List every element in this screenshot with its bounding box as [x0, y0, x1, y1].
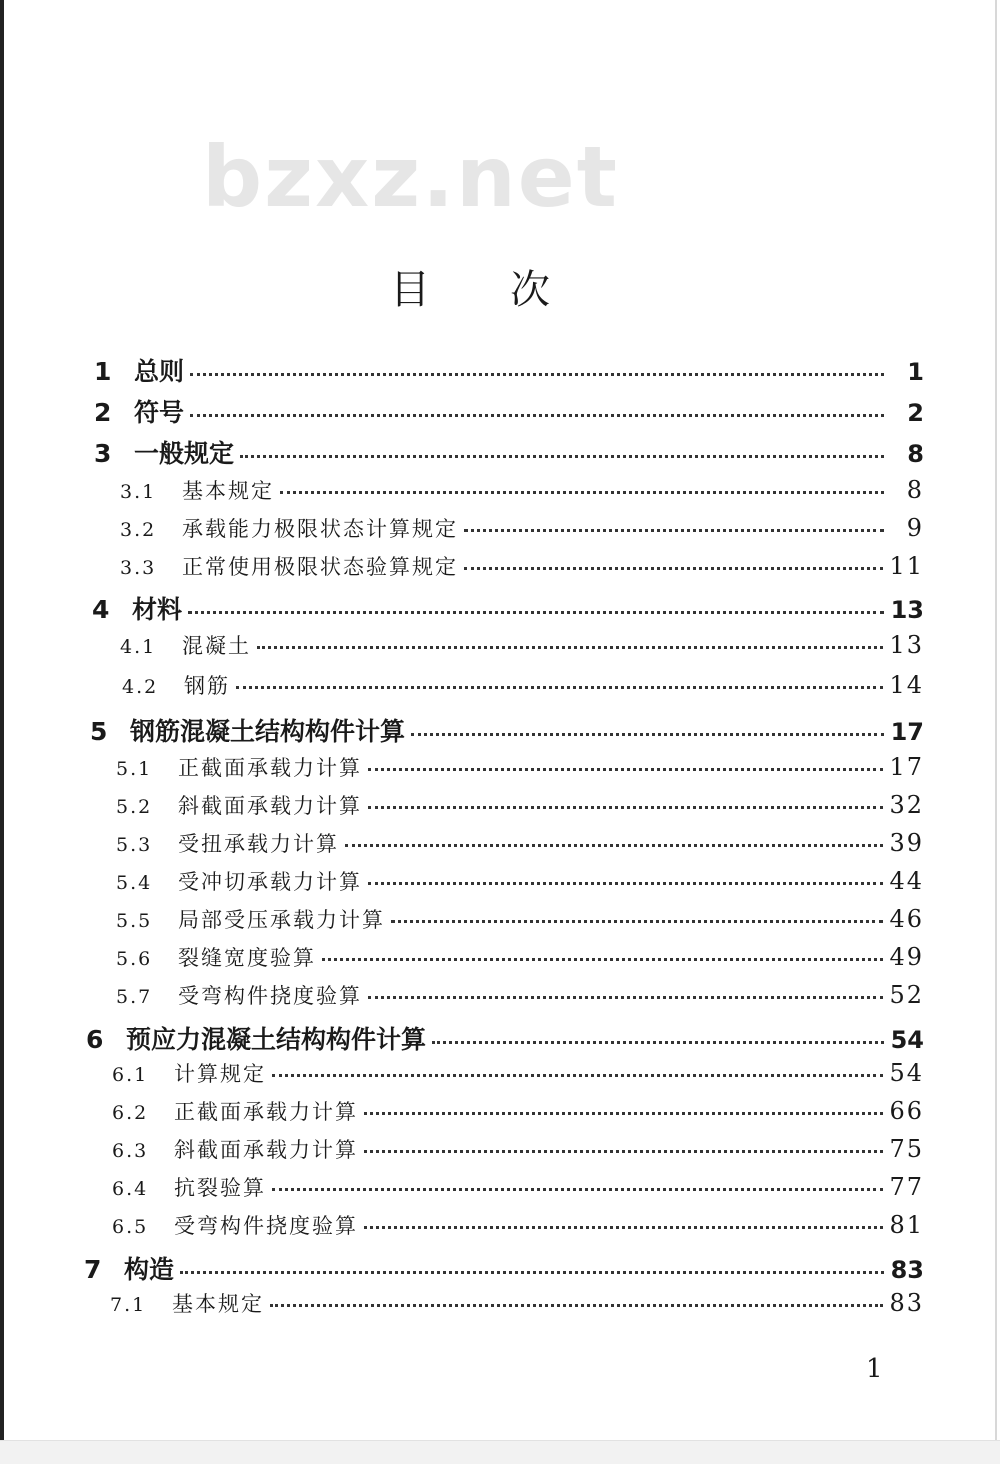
- toc-entry-label: 斜截面承载力计算: [178, 794, 362, 818]
- toc-entry-number: 5.6: [116, 948, 153, 970]
- toc-entry-label: 计算规定: [174, 1062, 266, 1086]
- dot-leader: [368, 805, 883, 809]
- toc-entry-number: 6.2: [112, 1102, 149, 1124]
- toc-entry-page: 2: [907, 399, 924, 427]
- toc-entry[interactable]: [116, 752, 924, 788]
- toc-entry-number: 5.3: [116, 834, 153, 856]
- toc-entry-page: 17: [890, 718, 924, 746]
- toc-entry-page: 14: [889, 671, 924, 699]
- dot-leader: [368, 995, 883, 999]
- toc-entry-label: 构造: [124, 1255, 175, 1284]
- toc-entry-page: 11: [889, 552, 924, 580]
- dot-leader: [464, 566, 883, 570]
- dot-leader: [188, 610, 884, 614]
- toc-entry-label: 正截面承载力计算: [174, 1100, 358, 1124]
- toc-entry-number: 5.1: [116, 758, 153, 780]
- dot-leader: [280, 490, 884, 494]
- toc-entry-number: 4.1: [120, 636, 157, 658]
- toc-entry-number: 3: [94, 439, 112, 468]
- toc-entry-page: 9: [906, 514, 924, 542]
- toc-entry-label: 总则: [134, 357, 185, 386]
- dot-leader: [368, 767, 883, 771]
- toc-entry-page: 46: [889, 905, 924, 933]
- toc-entry-label: 正截面承载力计算: [178, 756, 362, 780]
- toc-entry-number: 6: [86, 1025, 104, 1054]
- toc-entry-page: 66: [889, 1097, 924, 1125]
- toc-entry[interactable]: [116, 904, 924, 940]
- dot-leader: [270, 1303, 883, 1307]
- toc-entry-label: 受弯构件挠度验算: [174, 1214, 358, 1238]
- toc-entry[interactable]: [116, 980, 924, 1016]
- toc-entry[interactable]: [116, 790, 924, 826]
- toc-entry-label: 抗裂验算: [174, 1176, 266, 1200]
- toc-entry[interactable]: [86, 1020, 924, 1056]
- toc-entry-label: 承载能力极限状态计算规定: [182, 517, 458, 541]
- toc-entry-number: 6.3: [112, 1140, 149, 1162]
- toc-entry[interactable]: [112, 1172, 924, 1208]
- toc-entry-label: 材料: [132, 595, 183, 624]
- dot-leader: [364, 1225, 883, 1229]
- toc-entry-number: 4.2: [122, 676, 159, 698]
- toc-entry-page: 49: [889, 943, 924, 971]
- toc-entry[interactable]: [110, 1288, 924, 1324]
- toc-entry-number: 5.7: [116, 986, 153, 1008]
- toc-entry-label: 基本规定: [182, 479, 274, 503]
- toc-entry-page: 54: [890, 1026, 924, 1054]
- toc-entry-label: 一般规定: [134, 439, 235, 468]
- toc-entry-label: 钢筋混凝土结构构件计算: [130, 717, 406, 746]
- toc-entry-label: 正常使用极限状态验算规定: [182, 555, 458, 579]
- dot-leader: [364, 1111, 883, 1115]
- toc-entry-label: 预应力混凝土结构构件计算: [126, 1025, 427, 1054]
- toc-entry-number: 5.4: [116, 872, 153, 894]
- toc-entry-page: 1: [907, 358, 924, 386]
- toc-entry-number: 1: [94, 357, 112, 386]
- toc-entry-label: 受冲切承载力计算: [178, 870, 362, 894]
- toc-entry[interactable]: [112, 1058, 924, 1094]
- dot-leader: [345, 843, 883, 847]
- toc-entry-page: 17: [889, 753, 924, 781]
- toc-entry-page: 75: [889, 1135, 924, 1163]
- toc-entry-number: 6.5: [112, 1216, 149, 1238]
- dot-leader: [272, 1073, 883, 1077]
- toc-entry[interactable]: [120, 551, 924, 587]
- toc-entry-number: 5.5: [116, 910, 153, 932]
- toc-entry[interactable]: [116, 828, 924, 864]
- toc-entry[interactable]: [122, 670, 924, 706]
- toc-entry-number: 3.2: [120, 519, 157, 541]
- toc-entry[interactable]: [84, 1250, 924, 1286]
- toc-entry[interactable]: [116, 942, 924, 978]
- toc-entry-label: 受弯构件挠度验算: [178, 984, 362, 1008]
- page-edge-right: [995, 0, 997, 1440]
- dot-leader: [257, 645, 883, 649]
- toc-entry[interactable]: [120, 513, 924, 549]
- page-edge-left: [0, 0, 4, 1440]
- toc-entry-number: 7: [84, 1255, 102, 1284]
- toc-entry-page: 52: [889, 981, 924, 1009]
- toc-entry-number: 5: [90, 717, 108, 746]
- toc-entry[interactable]: [112, 1210, 924, 1246]
- dot-leader: [240, 454, 884, 458]
- toc-entry-label: 局部受压承载力计算: [178, 908, 385, 932]
- toc-entry-page: 32: [889, 791, 924, 819]
- toc-entry[interactable]: [112, 1134, 924, 1170]
- toc-entry-label: 斜截面承载力计算: [174, 1138, 358, 1162]
- dot-leader: [322, 957, 883, 961]
- dot-leader: [411, 732, 884, 736]
- toc-entry-page: 83: [889, 1289, 924, 1317]
- toc-entry-number: 7.1: [110, 1294, 147, 1316]
- dot-leader: [272, 1187, 883, 1191]
- dot-leader: [464, 528, 884, 532]
- watermark: bzxz.net: [202, 128, 619, 226]
- page-number: 1: [866, 1354, 883, 1384]
- toc-entry[interactable]: [94, 352, 924, 388]
- dot-leader: [432, 1040, 884, 1044]
- toc-entry[interactable]: [116, 866, 924, 902]
- toc-entry[interactable]: [94, 393, 924, 429]
- dot-leader: [236, 685, 883, 689]
- toc-entry-number: 2: [94, 398, 112, 427]
- page-title: 目次: [390, 267, 630, 313]
- toc-entry-number: 6.4: [112, 1178, 149, 1200]
- toc-entry-number: 3.1: [120, 481, 157, 503]
- toc-entry-label: 受扭承载力计算: [178, 832, 339, 856]
- toc-entry-label: 混凝土: [182, 634, 251, 658]
- toc-entry[interactable]: [94, 434, 924, 470]
- toc-entry-label: 基本规定: [172, 1292, 264, 1316]
- toc-entry-label: 符号: [134, 398, 185, 427]
- toc-entry-label: 裂缝宽度验算: [178, 946, 316, 970]
- toc-entry-page: 13: [889, 631, 924, 659]
- viewer-bottom-bar: [0, 1440, 1000, 1464]
- toc-entry-page: 44: [889, 867, 924, 895]
- toc-entry-page: 81: [889, 1211, 924, 1239]
- toc-entry[interactable]: [112, 1096, 924, 1132]
- toc-entry-number: 3.3: [120, 557, 157, 579]
- dot-leader: [368, 881, 883, 885]
- toc-entry-label: 钢筋: [184, 674, 230, 698]
- toc-entry-number: 5.2: [116, 796, 153, 818]
- toc-entry-page: 8: [907, 440, 924, 468]
- dot-leader: [190, 413, 884, 417]
- dot-leader: [364, 1149, 883, 1153]
- dot-leader: [391, 919, 883, 923]
- toc-entry[interactable]: [90, 712, 924, 748]
- toc-entry-page: 54: [889, 1059, 924, 1087]
- dot-leader: [180, 1270, 884, 1274]
- dot-leader: [190, 372, 884, 376]
- toc-entry-page: 77: [889, 1173, 924, 1201]
- toc-entry[interactable]: [92, 590, 924, 626]
- toc-entry-page: 8: [906, 476, 924, 504]
- toc-entry-page: 39: [889, 829, 924, 857]
- toc-entry-number: 6.1: [112, 1064, 149, 1086]
- toc-entry[interactable]: [120, 475, 924, 511]
- toc-entry-page: 13: [890, 596, 924, 624]
- toc-entry[interactable]: [120, 630, 924, 666]
- toc-entry-page: 83: [890, 1256, 924, 1284]
- toc-entry-number: 4: [92, 595, 110, 624]
